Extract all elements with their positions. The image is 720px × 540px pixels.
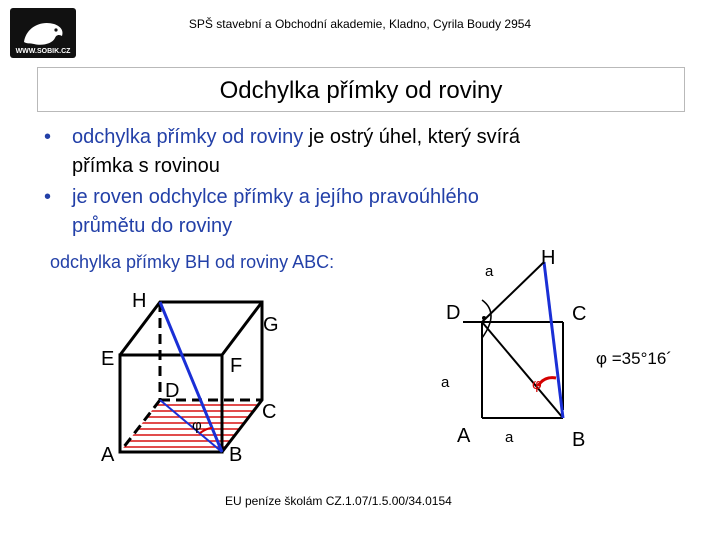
label-tri-a-top: a [485,263,494,280]
label-cube-phi: φ [192,417,202,434]
bullet-1-term: odchylka přímky od roviny [72,126,304,148]
label-cube-F: F [230,355,243,377]
bullet-dot: • [44,186,52,208]
footer-note: EU peníze školám CZ.1.07/1.5.00/34.0154 [225,494,452,508]
label-tri-a-bottom: a [505,429,514,446]
label-cube-D: D [165,380,180,402]
label-tri-C: C [572,303,587,325]
label-cube-A: A [101,444,115,466]
label-cube-H: H [132,290,147,312]
label-tri-A: A [457,425,471,447]
angle-value: φ =35°16´ [596,349,672,368]
bullet-dot: • [44,126,52,148]
triangle-construction [463,262,563,418]
logo-text: WWW.SOBIK.CZ [15,48,71,55]
school-name: SPŠ stavební a Obchodní akademie, Kladno, Cyrila Boudy 2954 [188,17,532,31]
bullet-1-text: je ostrý úhel, který svírá [303,126,520,148]
label-tri-phi: φ [532,376,542,393]
subheading: odchylka přímky BH od roviny ABC: [50,252,335,272]
label-tri-D: D [446,302,461,324]
label-tri-B: B [572,429,586,451]
bullet-2-line1: je roven odchylce přímky a jejího pravoúhlého [72,186,479,208]
slide-title: Odchylka přímky od roviny [219,77,503,104]
label-tri-a-left: a [441,374,450,391]
cube-edge-FG [222,302,262,355]
bullet-1-line2: přímka s rovinou [72,155,220,177]
label-cube-G: G [263,314,279,336]
label-cube-B: B [229,444,243,466]
label-tri-H: H [541,247,556,269]
label-cube-E: E [101,348,115,370]
bullet-2-line2: průmětu do roviny [72,215,233,237]
label-cube-C: C [262,401,277,423]
